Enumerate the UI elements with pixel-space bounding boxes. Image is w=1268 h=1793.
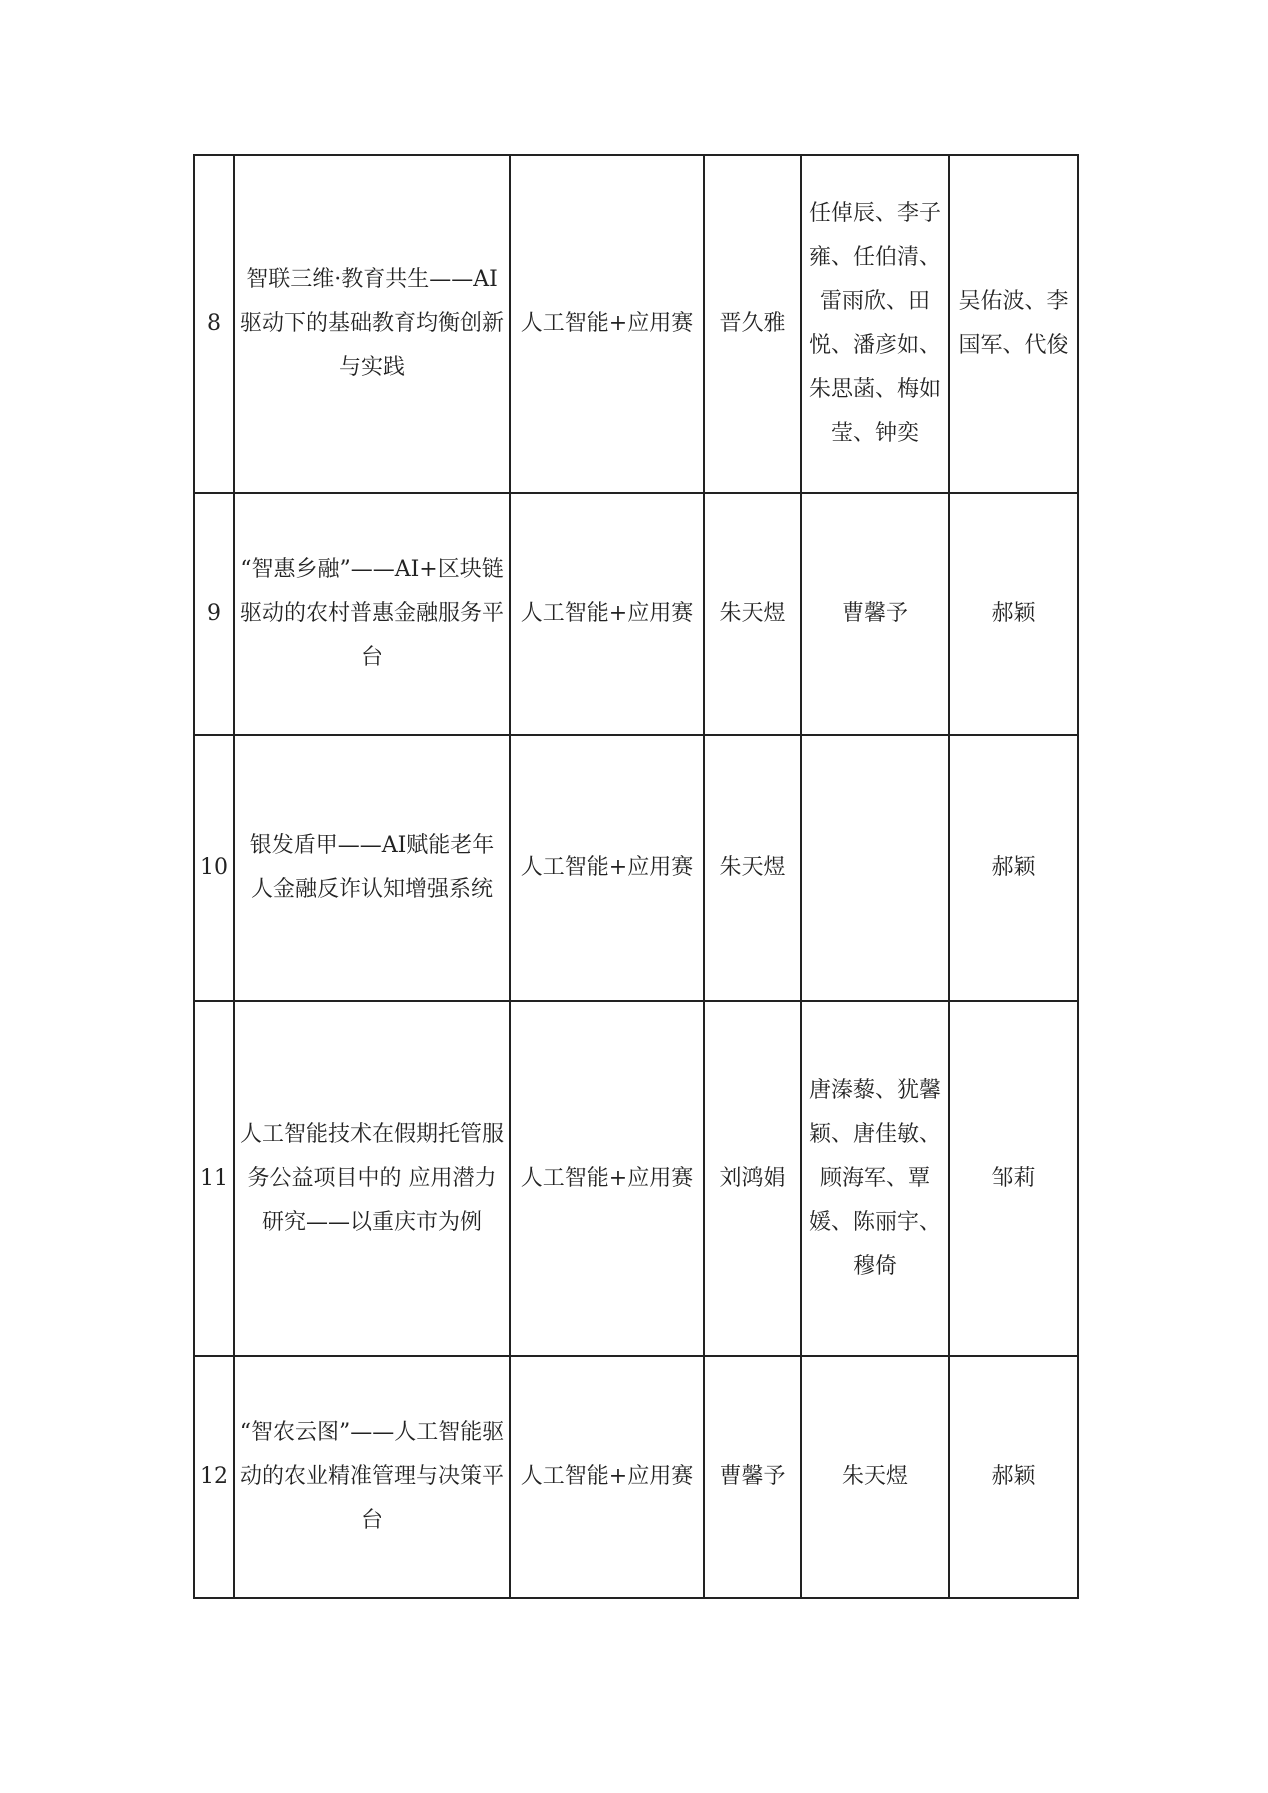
table-row [194, 155, 1078, 493]
leader-cell: 刘鸿娟 [704, 1001, 801, 1356]
row-number-cell: 10 [194, 735, 234, 1001]
project-roster-table [193, 154, 1079, 1599]
advisor-cell: 郝颖 [949, 1356, 1078, 1598]
table-row [194, 735, 1078, 1001]
project-title-cell: 银发盾甲——AI赋能老年人金融反诈认知增强系统 [234, 735, 510, 1001]
table-row [194, 1356, 1078, 1598]
members-cell: 曹馨予 [801, 493, 949, 735]
track-cell: 人工智能+应用赛 [510, 493, 704, 735]
members-cell: 任倬辰、李子雍、任伯清、雷雨欣、田悦、潘彦如、朱思菡、梅如莹、钟奕 [801, 155, 949, 493]
row-number-cell: 8 [194, 155, 234, 493]
table-row [194, 493, 1078, 735]
project-title-cell: 人工智能技术在假期托管服务公益项目中的 应用潜力研究——以重庆市为例 [234, 1001, 510, 1356]
project-title-cell: 智联三维·教育共生——AI驱动下的基础教育均衡创新与实践 [234, 155, 510, 493]
track-cell: 人工智能+应用赛 [510, 1001, 704, 1356]
advisor-cell: 郝颖 [949, 493, 1078, 735]
track-cell: 人工智能+应用赛 [510, 155, 704, 493]
advisor-cell: 郝颖 [949, 735, 1078, 1001]
leader-cell: 朱天煜 [704, 493, 801, 735]
members-cell: 唐溱藜、犹馨颖、唐佳敏、顾海军、覃媛、陈丽宇、穆倚 [801, 1001, 949, 1356]
row-number-cell: 9 [194, 493, 234, 735]
advisor-cell: 邹莉 [949, 1001, 1078, 1356]
advisor-cell: 吴佑波、李国军、代俊 [949, 155, 1078, 493]
row-number-cell: 12 [194, 1356, 234, 1598]
leader-cell: 朱天煜 [704, 735, 801, 1001]
track-cell: 人工智能+应用赛 [510, 735, 704, 1001]
row-number-cell: 11 [194, 1001, 234, 1356]
members-cell [801, 735, 949, 1001]
table-row [194, 1001, 1078, 1356]
track-cell: 人工智能+应用赛 [510, 1356, 704, 1598]
leader-cell: 曹馨予 [704, 1356, 801, 1598]
project-title-cell: “智惠乡融”——AI+区块链驱动的农村普惠金融服务平台 [234, 493, 510, 735]
leader-cell: 晋久雅 [704, 155, 801, 493]
members-cell: 朱天煜 [801, 1356, 949, 1598]
project-title-cell: “智农云图”——人工智能驱动的农业精准管理与决策平台 [234, 1356, 510, 1598]
